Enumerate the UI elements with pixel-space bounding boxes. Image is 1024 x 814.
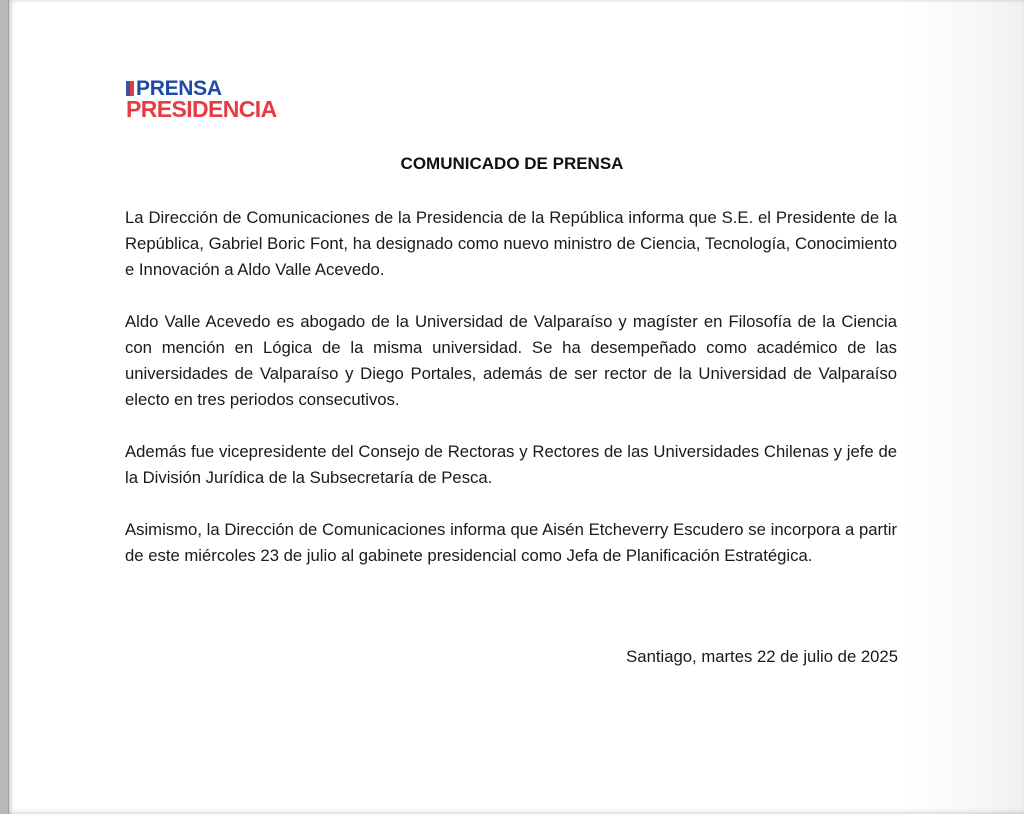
chile-flag-icon: [126, 81, 134, 96]
logo-line-presidencia: PRESIDENCIA: [126, 96, 277, 122]
paragraph-biography: Aldo Valle Acevedo es abogado de la Universidad de Valparaíso y magíster en Filosofía de la Ciencia con mención en Lógica de la misma universidad. Se ha desempeñado como académico de las universidades de Valparaíso y Diego Portales, además de ser rector de la Universidad de Valparaíso electo en tres periodos consecutivos.: [125, 312, 897, 409]
document-title: COMUNICADO DE PRENSA: [400, 154, 624, 173]
paragraph-additional-announcement: Asimismo, la Dirección de Comunicaciones informa que Aisén Etcheverry Escudero se incorpora a partir de este miércoles 23 de julio al gabinete presidencial como Jefa de Planificación Estratégica.: [125, 520, 897, 565]
prensa-presidencia-logo: [126, 78, 326, 122]
date-signoff: Santiago, martes 22 de julio de 2025: [626, 647, 898, 666]
paragraph-previous-roles: Además fue vicepresidente del Consejo de Rectoras y Rectores de las Universidades Chilenas y jefe de la División Jurídica de la Subsecretaría de Pesca.: [125, 442, 897, 487]
flag-red-stripe: [130, 81, 134, 96]
logo-line-prensa: PRENSA: [136, 77, 222, 100]
paragraph-appointment: La Dirección de Comunicaciones de la Presidencia de la República informa que S.E. el Presidente de la República, Gabriel Boric Font, ha designado como nuevo ministro de Ciencia, Tecnología, Conocimiento e Innovación a Aldo Valle Acevedo.: [125, 208, 897, 279]
document-body: [125, 205, 897, 595]
